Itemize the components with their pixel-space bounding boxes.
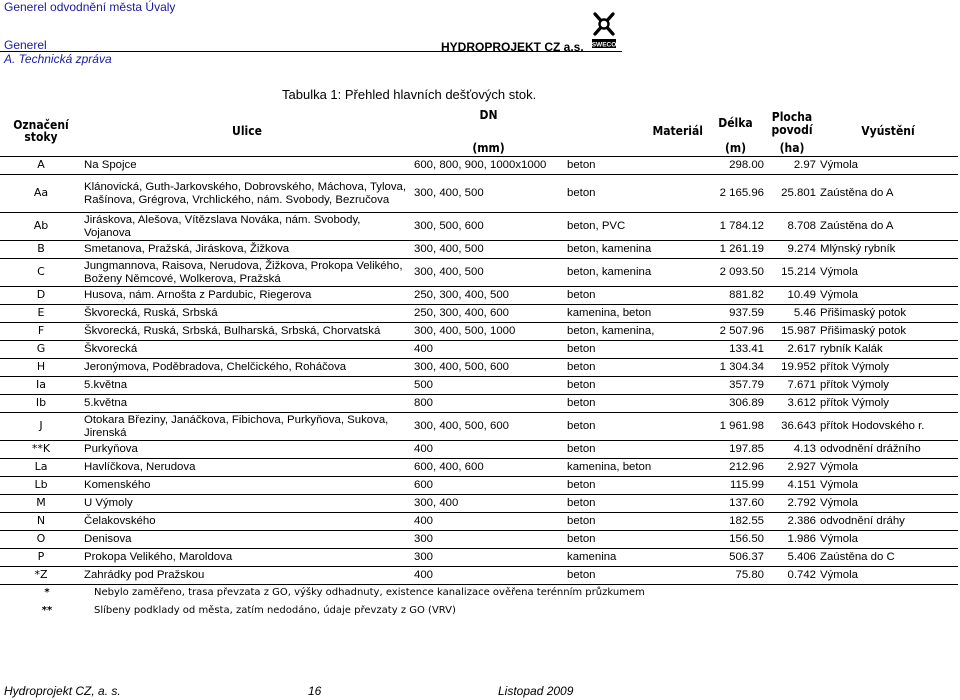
table-notes [0,587,645,623]
row-length: 156.50 [705,531,766,549]
note-text: Slíbeny podklady od města, zatím nedodáno, údaje převzaty z GO (VRV) [94,605,456,616]
row-material: beton [565,377,705,395]
row-street: Jeronýmova, Poděbradova, Chelčického, Roháčova [82,359,412,377]
row-outlet: rybník Kalák [818,341,958,359]
row-code: D [0,287,82,305]
row-dn: 400 [412,341,565,359]
table-row [0,287,958,305]
row-area: 4.13 [766,441,818,459]
table-row [0,513,958,531]
row-length: 2 507.96 [705,323,766,341]
row-length: 182.55 [705,513,766,531]
row-street: U Výmoly [82,495,412,513]
row-street: Zahrádky pod Pražskou [82,567,412,585]
row-street: 5.května [82,377,412,395]
row-dn: 800 [412,395,565,413]
table-row [0,175,958,213]
row-code: A [0,157,82,175]
row-area: 8.708 [766,213,818,241]
row-outlet: Výmola [818,259,958,287]
row-dn: 300, 400, 500 [412,175,565,213]
row-street: Otokara Březiny, Janáčkova, Fibichova, Purkyňova, Sukova, Jirenská [82,413,412,441]
row-area: 2.617 [766,341,818,359]
row-area: 4.151 [766,477,818,495]
row-length: 2 093.50 [705,259,766,287]
unit-area: (ha) [779,141,805,156]
row-material: beton [565,175,705,213]
row-dn: 300, 400, 500 [412,241,565,259]
row-dn: 600, 800, 900, 1000x1000 [412,157,565,175]
col-header-outlet: Vyústění [861,123,915,138]
unit-dn: (mm) [472,141,505,156]
table-row [0,323,958,341]
footer-page-number: 16 [308,684,322,698]
row-street: Klánovická, Guth-Jarkovského, Dobrovského, Máchova, Tylova, Rašínova, Grégrova, Vrchlického, nám. Svobody, Bezručova [82,175,412,213]
row-outlet: Zaústěna do A [818,175,958,213]
row-outlet: Přišimaský potok [818,305,958,323]
row-material: beton, kamenina, [565,323,705,341]
row-material: beton [565,531,705,549]
note-item [0,587,645,605]
col-header-length: Délka [718,116,753,131]
note-item [0,605,645,623]
row-material: beton [565,287,705,305]
row-length: 75.80 [705,567,766,585]
row-material: beton, PVC [565,213,705,241]
row-area: 0.742 [766,567,818,585]
row-outlet: Výmola [818,157,958,175]
note-text: Nebylo zaměřeno, trasa převzata z GO, výšky odhadnuty, existence kanalizace ověřena terénním průzkumem [94,587,645,598]
table-row [0,459,958,477]
row-area: 3.612 [766,395,818,413]
row-code: M [0,495,82,513]
header-company: HYDROPROJEKT CZ a.s. [441,40,584,54]
col-header-code: Označení stoky [13,117,69,144]
table-row [0,259,958,287]
row-dn: 300 [412,549,565,567]
row-area: 5.46 [766,305,818,323]
row-street: Škvorecká [82,341,412,359]
row-length: 881.82 [705,287,766,305]
row-street: Komenského [82,477,412,495]
row-code: H [0,359,82,377]
row-code: B [0,241,82,259]
row-dn: 300, 400, 500 [412,259,565,287]
row-outlet: Výmola [818,477,958,495]
note-mark: ** [41,605,53,616]
col-header-material: Materiál [652,123,703,138]
row-material: beton [565,495,705,513]
row-material: kamenina [565,549,705,567]
storm-sewer-table [0,106,958,585]
footer-date: Listopad 2009 [498,684,574,698]
table-row [0,213,958,241]
table-row [0,477,958,495]
row-area: 2.927 [766,459,818,477]
row-code: Lb [0,477,82,495]
row-outlet: přítok Výmoly [818,359,958,377]
table-row [0,395,958,413]
row-area: 19.952 [766,359,818,377]
row-code: N [0,513,82,531]
row-length: 1 304.34 [705,359,766,377]
row-material: beton [565,341,705,359]
table-row [0,567,958,585]
row-code: Aa [0,175,82,213]
row-dn: 300, 400, 500, 1000 [412,323,565,341]
table-row [0,495,958,513]
row-area: 5.406 [766,549,818,567]
note-mark: * [44,587,50,598]
row-length: 937.59 [705,305,766,323]
table-row [0,241,958,259]
row-length: 1 261.19 [705,241,766,259]
row-area: 7.671 [766,377,818,395]
row-material: beton [565,413,705,441]
row-material: beton [565,513,705,531]
row-code: La [0,459,82,477]
header-rule [0,51,622,52]
row-outlet: odvodnění dráhy [818,513,958,531]
row-material: kamenina, beton [565,459,705,477]
row-street: Purkyňova [82,441,412,459]
logo-text: SWECO [591,41,617,49]
row-street: Havlíčkova, Nerudova [82,459,412,477]
row-area: 15.987 [766,323,818,341]
row-street: Prokopa Velikého, Maroldova [82,549,412,567]
document-title: Generel odvodnění města Úvaly [4,0,176,14]
row-street: Na Spojce [82,157,412,175]
row-material: kamenina, beton [565,305,705,323]
header-generel: Generel [4,38,47,52]
row-length: 133.41 [705,341,766,359]
row-material: beton [565,395,705,413]
row-outlet: přítok Výmoly [818,395,958,413]
row-code: P [0,549,82,567]
sweco-logo-icon [584,12,624,50]
row-material: beton [565,441,705,459]
table-caption: Tabulka 1: Přehled hlavních dešťových stok. [282,87,537,102]
row-area: 2.97 [766,157,818,175]
unit-length: (m) [724,141,747,156]
row-length: 357.79 [705,377,766,395]
row-dn: 400 [412,513,565,531]
row-area: 25.801 [766,175,818,213]
row-street: Denisova [82,531,412,549]
row-code: E [0,305,82,323]
row-outlet: přítok Hodovského r. [818,413,958,441]
row-outlet: Výmola [818,287,958,305]
row-dn: 400 [412,567,565,585]
row-dn: 400 [412,441,565,459]
row-dn: 500 [412,377,565,395]
row-outlet: přítok Výmoly [818,377,958,395]
row-dn: 600 [412,477,565,495]
table-row [0,157,958,175]
row-material: beton [565,359,705,377]
row-code: Ia [0,377,82,395]
header-section: A. Technická zpráva [4,52,112,66]
row-dn: 300, 400 [412,495,565,513]
row-code: Ib [0,395,82,413]
row-material: beton [565,567,705,585]
row-code: F [0,323,82,341]
row-area: 2.386 [766,513,818,531]
row-area: 9.274 [766,241,818,259]
row-code: Ab [0,213,82,241]
row-street: Čelakovského [82,513,412,531]
row-code: J [0,413,82,441]
table-row [0,341,958,359]
row-dn: 600, 400, 600 [412,459,565,477]
table-row [0,549,958,567]
row-material: beton, kamenina [565,259,705,287]
col-header-street: Ulice [232,123,262,138]
row-outlet: Přišimaský potok [818,323,958,341]
row-street: Jungmannova, Raisova, Nerudova, Žižkova, Prokopa Velikého, Boženy Němcové, Wolkerova, Pražská [82,259,412,287]
row-length: 1 784.12 [705,213,766,241]
row-dn: 250, 300, 400, 600 [412,305,565,323]
row-outlet: Výmola [818,495,958,513]
table-row [0,377,958,395]
table-row [0,441,958,459]
table-row [0,305,958,323]
row-dn: 300 [412,531,565,549]
row-length: 1 961.98 [705,413,766,441]
row-length: 2 165.96 [705,175,766,213]
table-row [0,413,958,441]
col-header-dn: DN [479,108,498,122]
row-outlet: Zaústěna do A [818,213,958,241]
row-street: Jiráskova, Alešova, Vítězslava Nováka, nám. Svobody, Vojanova [82,213,412,241]
row-outlet: Výmola [818,567,958,585]
row-outlet: odvodnění drážního [818,441,958,459]
row-code: G [0,341,82,359]
row-length: 115.99 [705,477,766,495]
row-code: *Z [0,567,82,585]
row-length: 197.85 [705,441,766,459]
table-row [0,531,958,549]
row-area: 1.986 [766,531,818,549]
row-street: Škvorecká, Ruská, Srbská [82,305,412,323]
row-material: beton [565,477,705,495]
row-dn: 250, 300, 400, 500 [412,287,565,305]
row-area: 2.792 [766,495,818,513]
row-street: 5.května [82,395,412,413]
row-outlet: Výmola [818,459,958,477]
row-outlet: Zaústěna do C [818,549,958,567]
row-length: 506.37 [705,549,766,567]
col-header-area: Plocha povodí [771,110,813,137]
row-area: 10.49 [766,287,818,305]
row-code: **K [0,441,82,459]
table-body [0,157,958,585]
row-area: 36.643 [766,413,818,441]
table-row [0,359,958,377]
row-street: Smetanova, Pražská, Jiráskova, Žižkova [82,241,412,259]
row-area: 15.214 [766,259,818,287]
row-length: 298.00 [705,157,766,175]
row-material: beton, kamenina [565,241,705,259]
row-length: 306.89 [705,395,766,413]
footer-company: Hydroprojekt CZ, a. s. [4,684,121,698]
row-outlet: Mlýnský rybník [818,241,958,259]
row-dn: 300, 400, 500, 600 [412,413,565,441]
row-code: O [0,531,82,549]
row-length: 137.60 [705,495,766,513]
row-dn: 300, 400, 500, 600 [412,359,565,377]
row-outlet: Výmola [818,531,958,549]
row-street: Husova, nám. Arnošta z Pardubic, Riegerova [82,287,412,305]
row-material: beton [565,157,705,175]
row-street: Škvorecká, Ruská, Srbská, Bulharská, Srbská, Chorvatská [82,323,412,341]
row-dn: 300, 500, 600 [412,213,565,241]
row-code: C [0,259,82,287]
row-length: 212.96 [705,459,766,477]
